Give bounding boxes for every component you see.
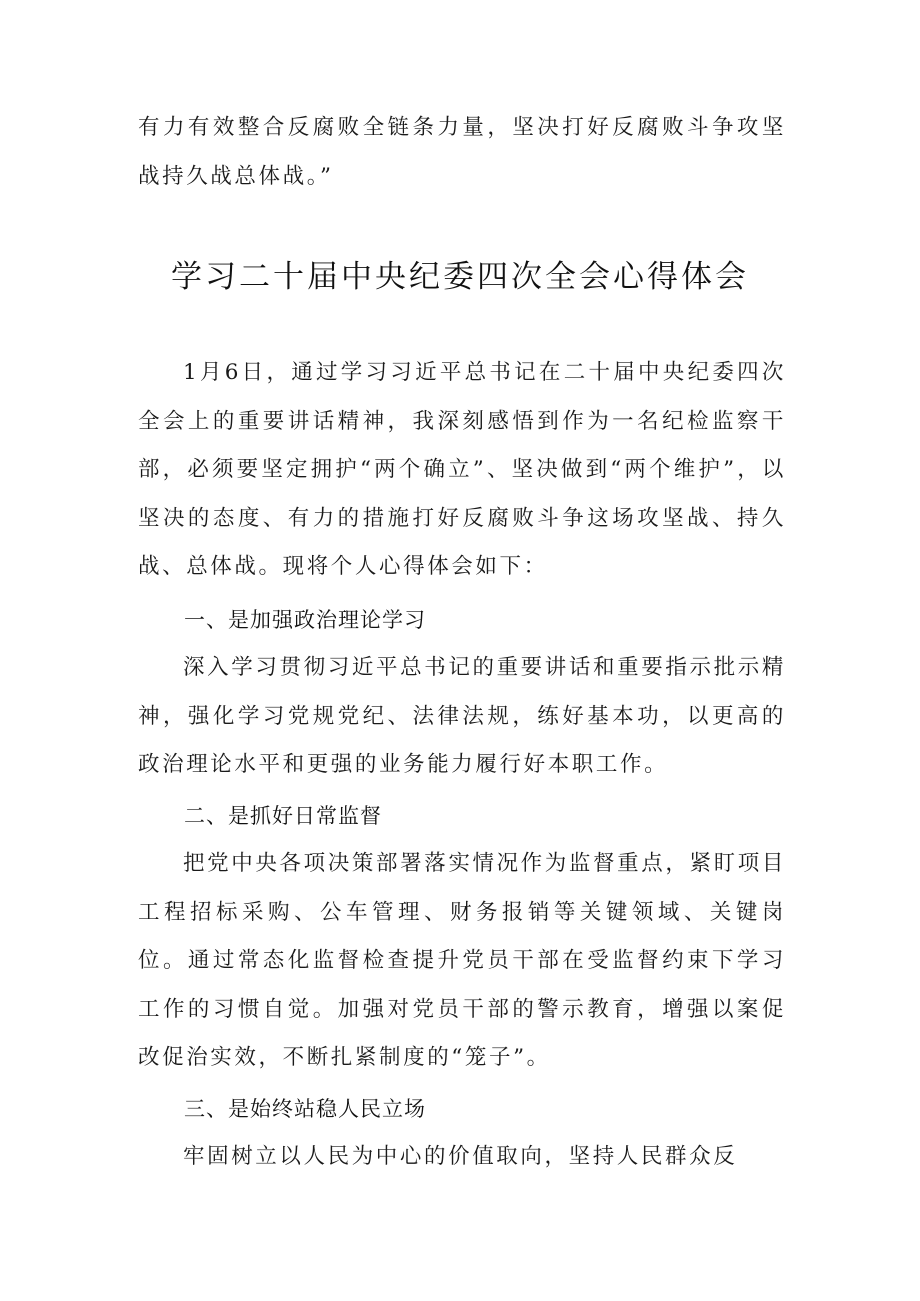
section-body-1: 深入学习贯彻习近平总书记的重要讲话和重要指示批示精神，强化学习党规党纪、法律法规，练好基本功，以更高的政治理论水平和更强的业务能力履行好本职工作。 [138,655,786,777]
document-title: 学习二十届中央纪委四次全会心得体会 [171,259,749,295]
continuation-block [138,104,786,201]
section-body-block-3 [138,1133,786,1182]
section-body-3: 牢固树立以人民为中心的价值取向，坚持人民群众反 [183,1144,738,1169]
intro-block [138,349,786,592]
continuation-paragraph: 有力有效整合反腐败全链条力量，坚决打好反腐败斗争攻坚战持久战总体战。” [138,115,786,189]
section-heading-2: 二、是抓好日常监督 [184,804,382,828]
intro-paragraph: 1月6日，通过学习习近平总书记在二十届中央纪委四次全会上的重要讲话精神，我深刻感悟到作为一名纪检监察干部，必须要坚定拥护“两个确立”、坚决做到“两个维护”，以坚决的态度、有力的措施打好反腐败斗争这场攻坚战、持久战、总体战。现将个人心得体会如下： [138,360,786,579]
section-body-block-1 [138,644,786,790]
section-body-2: 把党中央各项决策部署落实情况作为监督重点，紧盯项目工程招标采购、公车管理、财务报销等关键领域、关键岗位。通过常态化监督检查提升党员干部在受监督约束下学习工作的习惯自觉。加强对党员干部的警示教育，增强以案促改促治实效，不断扎紧制度的“笼子”。 [138,851,786,1070]
section-heading-3: 三、是始终站稳人民立场 [184,1097,426,1121]
section-body-block-2 [138,840,786,1083]
section-heading-1: 一、是加强政治理论学习 [184,608,426,632]
